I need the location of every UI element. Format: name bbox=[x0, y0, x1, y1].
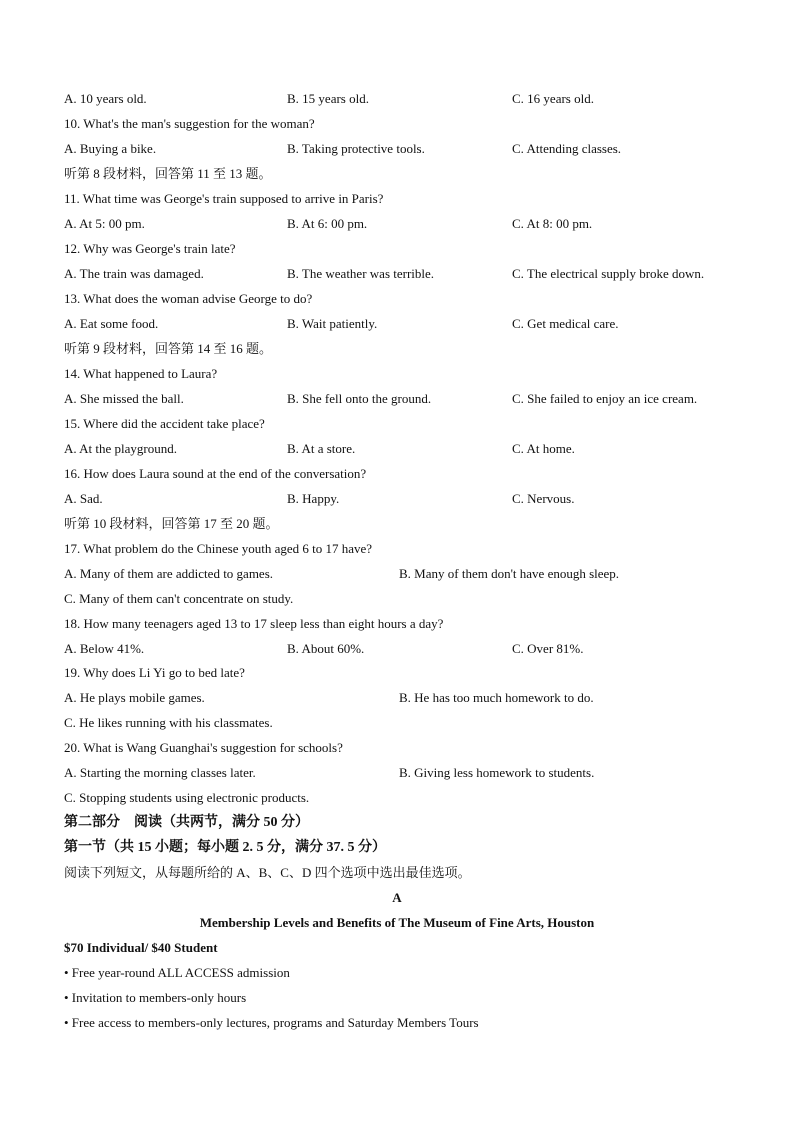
listening-intro-8: 听第 8 段材料，回答第 11 至 13 题。 bbox=[64, 166, 272, 181]
q15-option-a: A. At the playground. bbox=[64, 441, 178, 456]
q11-option-a: A. At 5: 00 pm. bbox=[64, 216, 145, 231]
listening-intro-10: 听第 10 段材料，回答第 17 至 20 题。 bbox=[64, 516, 279, 531]
q15-question: 15. Where did the accident take place? bbox=[64, 416, 265, 431]
listening-intro-9: 听第 9 段材料，回答第 14 至 16 题。 bbox=[64, 341, 273, 356]
q14-option-b: B. She fell onto the ground. bbox=[287, 391, 432, 406]
q19-option-c: C. He likes running with his classmates. bbox=[64, 715, 273, 730]
q12-option-b: B. The weather was terrible. bbox=[287, 266, 435, 281]
q18-option-a: A. Below 41%. bbox=[64, 641, 145, 656]
q13-question: 13. What does the woman advise George to do? bbox=[64, 291, 313, 306]
q16-option-a: A. Sad. bbox=[64, 491, 103, 506]
section-one-heading: 第一节（共 15 小题；每小题 2. 5 分，满分 37. 5 分） bbox=[64, 840, 386, 855]
q18-option-c: C. Over 81%. bbox=[512, 641, 584, 656]
q13-option-b: B. Wait patiently. bbox=[287, 316, 378, 331]
q17-option-c: C. Many of them can't concentrate on study. bbox=[64, 591, 294, 606]
q11-option-b: B. At 6: 00 pm. bbox=[287, 216, 368, 231]
q16-option-c: C. Nervous. bbox=[512, 491, 575, 506]
q15-option-b: B. At a store. bbox=[287, 441, 356, 456]
q10-option-a: A. Buying a bike. bbox=[64, 141, 157, 156]
q12-option-a: A. The train was damaged. bbox=[64, 266, 204, 281]
q9-option-c: C. 16 years old. bbox=[512, 91, 594, 106]
q11-option-c: C. At 8: 00 pm. bbox=[512, 216, 593, 231]
q14-question: 14. What happened to Laura? bbox=[64, 366, 218, 381]
q10-question: 10. What's the man's suggestion for the woman? bbox=[64, 116, 315, 131]
benefit-item: • Invitation to members-only hours bbox=[64, 990, 247, 1005]
membership-level: $70 Individual/ $40 Student bbox=[64, 940, 218, 955]
passage-title: Membership Levels and Benefits of The Museum of Fine Arts, Houston bbox=[199, 915, 595, 930]
q12-option-c: C. The electrical supply broke down. bbox=[512, 266, 705, 281]
q14-option-c: C. She failed to enjoy an ice cream. bbox=[512, 391, 698, 406]
part-two-heading: 第二部分 阅读（共两节，满分 50 分） bbox=[64, 815, 309, 830]
q19-option-a: A. He plays mobile games. bbox=[64, 690, 205, 705]
q10-option-b: B. Taking protective tools. bbox=[287, 141, 425, 156]
q17-option-b: B. Many of them don't have enough sleep. bbox=[399, 566, 620, 581]
benefit-item: • Free access to members-only lectures, programs and Saturday Members Tours bbox=[64, 1015, 479, 1030]
q18-option-b: B. About 60%. bbox=[287, 641, 365, 656]
q12-question: 12. Why was George's train late? bbox=[64, 241, 236, 256]
q19-option-b: B. He has too much homework to do. bbox=[399, 690, 594, 705]
q13-option-a: A. Eat some food. bbox=[64, 316, 159, 331]
q19-question: 19. Why does Li Yi go to bed late? bbox=[64, 665, 245, 680]
q20-question: 20. What is Wang Guanghai's suggestion for schools? bbox=[64, 740, 343, 755]
q20-option-c: C. Stopping students using electronic products. bbox=[64, 790, 310, 805]
q16-option-b: B. Happy. bbox=[287, 491, 340, 506]
q17-option-a: A. Many of them are addicted to games. bbox=[64, 566, 274, 581]
q13-option-c: C. Get medical care. bbox=[512, 316, 619, 331]
q10-option-c: C. Attending classes. bbox=[512, 141, 622, 156]
q17-question: 17. What problem do the Chinese youth aged 6 to 17 have? bbox=[64, 541, 373, 556]
q14-option-a: A. She missed the ball. bbox=[64, 391, 184, 406]
benefit-item: • Free year-round ALL ACCESS admission bbox=[64, 965, 290, 980]
q20-option-b: B. Giving less homework to students. bbox=[399, 765, 595, 780]
q9-option-b: B. 15 years old. bbox=[287, 91, 369, 106]
q11-question: 11. What time was George's train supposed to arrive in Paris? bbox=[64, 191, 384, 206]
q20-option-a: A. Starting the morning classes later. bbox=[64, 765, 256, 780]
q15-option-c: C. At home. bbox=[512, 441, 575, 456]
q9-option-a: A. 10 years old. bbox=[64, 91, 147, 106]
passage-letter: A bbox=[392, 890, 402, 905]
q18-question: 18. How many teenagers aged 13 to 17 sleep less than eight hours a day? bbox=[64, 616, 444, 631]
reading-instruction: 阅读下列短文，从每题所给的 A、B、C、D 四个选项中选出最佳选项。 bbox=[64, 865, 471, 880]
q16-question: 16. How does Laura sound at the end of the conversation? bbox=[64, 466, 367, 481]
